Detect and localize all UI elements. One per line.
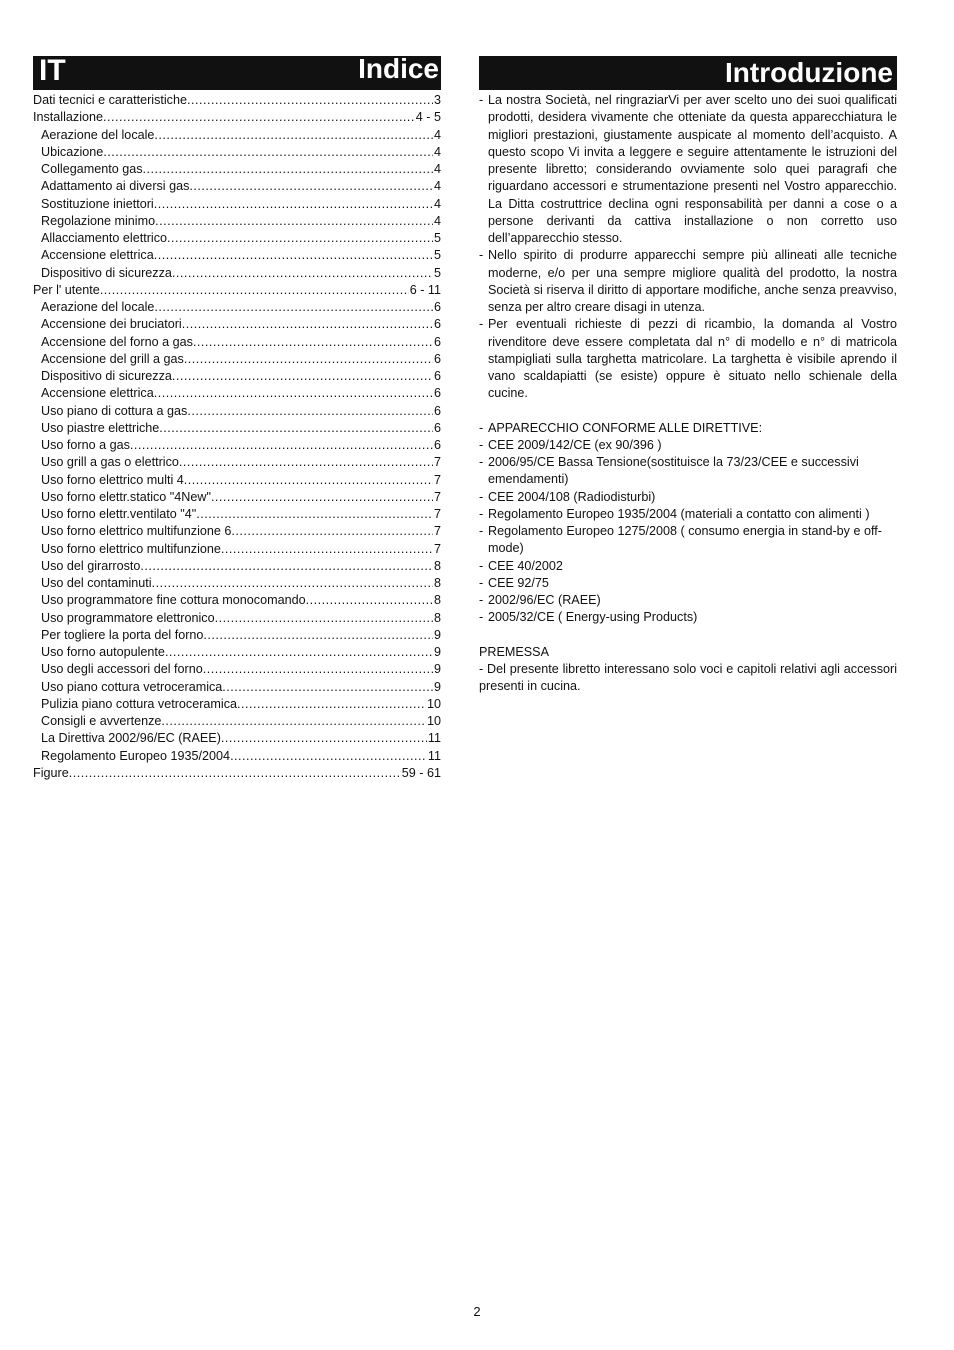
toc-entry xyxy=(33,161,441,178)
toc-entry xyxy=(33,713,441,730)
toc-leader-dots xyxy=(184,472,433,489)
toc-entry-title: Uso piastre elettriche xyxy=(41,420,160,435)
toc-entry xyxy=(33,523,441,540)
directive-item xyxy=(479,454,897,489)
toc-entry-title: Accensione dei bruciatori xyxy=(41,317,182,332)
toc-entry-page: 4 - 5 xyxy=(415,110,441,125)
toc-entry-title: Figure xyxy=(33,765,69,780)
toc-leader-dots xyxy=(193,334,433,351)
toc-entry-page: 6 xyxy=(433,403,441,418)
toc-entry-page: 11 xyxy=(427,748,441,763)
toc-leader-dots xyxy=(140,558,433,575)
toc-entry-page: 7 xyxy=(433,524,441,539)
intro-title: Introduzione xyxy=(725,57,893,88)
toc-entry-page: 9 xyxy=(433,627,441,642)
intro-paragraph-text: Nello spirito di produrre apparecchi sempre più allineati alle tecniche moderne, e/o per una sempre migliore qualità del prodotto, la nostra Società si riserva il diritto di apportare modifiche, anche senza preavviso, senza per altro creare disagi in utenza. xyxy=(488,248,897,314)
introduction-section xyxy=(479,92,897,695)
toc-entry-page: 4 xyxy=(433,144,441,159)
toc-leader-dots xyxy=(154,299,433,316)
toc-entry xyxy=(33,299,441,316)
toc-entry-page: 5 xyxy=(433,265,441,280)
toc-entry-page: 4 xyxy=(433,196,441,211)
toc-entry xyxy=(33,230,441,247)
toc-entry xyxy=(33,730,441,747)
toc-entry-page: 6 xyxy=(433,386,441,401)
bullet-dash: - xyxy=(479,558,484,573)
toc-leader-dots xyxy=(161,713,426,730)
bullet-dash: - xyxy=(479,248,484,263)
toc-leader-dots xyxy=(187,92,433,109)
toc-entry xyxy=(33,575,441,592)
toc-leader-dots xyxy=(187,403,433,420)
bullet-dash: - xyxy=(479,593,484,607)
toc-leader-dots xyxy=(130,437,433,454)
toc-entry-page: 3 xyxy=(433,93,441,107)
toc-leader-dots xyxy=(69,765,401,782)
bullet-dash: - xyxy=(479,420,484,435)
toc-leader-dots xyxy=(172,368,433,385)
toc-entry xyxy=(33,282,441,299)
toc-leader-dots xyxy=(154,385,433,402)
directive-item xyxy=(479,506,897,523)
directive-item xyxy=(479,609,897,626)
toc-leader-dots xyxy=(154,247,433,264)
toc-entry-title: Uso grill a gas o elettrico xyxy=(41,455,179,470)
bullet-dash: - xyxy=(479,455,484,469)
intro-paragraphs xyxy=(479,92,897,403)
toc-leader-dots xyxy=(152,575,433,592)
toc-leader-dots xyxy=(215,610,433,627)
toc-leader-dots xyxy=(154,127,433,144)
directive-item xyxy=(479,489,897,506)
toc-entry-title: Uso degli accessori del forno xyxy=(41,662,203,677)
toc-entry-page: 6 xyxy=(433,334,441,349)
premessa-title: PREMESSA xyxy=(479,644,549,659)
toc-entry-page: 10 xyxy=(426,714,441,728)
toc-entry-page: 8 xyxy=(433,558,441,573)
toc-leader-dots xyxy=(221,730,427,747)
toc-leader-dots xyxy=(306,592,433,609)
toc-entry-page: 6 xyxy=(433,369,441,383)
toc-entry xyxy=(33,420,441,437)
toc-leader-dots xyxy=(179,454,433,471)
premessa-block xyxy=(479,644,897,696)
toc-leader-dots xyxy=(159,420,433,437)
bullet-dash: - xyxy=(479,437,484,452)
toc-entry-page: 9 xyxy=(433,662,441,677)
toc-entry-page: 5 xyxy=(433,231,441,245)
toc-entry-page: 4 xyxy=(433,179,441,194)
toc-entry-title: Uso forno elettrico multi 4 xyxy=(41,472,184,487)
toc-entry-title: Per togliere la porta del forno xyxy=(41,627,204,642)
index-header-bar xyxy=(33,53,441,90)
toc-entry xyxy=(33,316,441,333)
toc-entry xyxy=(33,541,441,558)
toc-leader-dots xyxy=(167,230,433,247)
toc-entry xyxy=(33,661,441,678)
toc-entry-title: Uso piano cottura vetroceramica xyxy=(41,679,223,694)
toc-entry-title: Uso piano di cottura a gas xyxy=(41,403,188,418)
toc-entry-title: Uso forno elettrico multifunzione 6 xyxy=(41,524,232,539)
toc-leader-dots xyxy=(237,696,426,713)
toc-entry-title: Accensione del forno a gas xyxy=(41,334,193,349)
directive-text: 2006/95/CE Bassa Tensione(sostituisce la 73/23/CEE e successivi emendamenti) xyxy=(488,455,859,487)
directive-text: CEE 92/75 xyxy=(488,575,549,590)
intro-paragraph xyxy=(479,92,897,247)
toc-entry-title: Uso forno autopulente xyxy=(41,645,165,659)
toc-entry xyxy=(33,748,441,765)
toc-entry xyxy=(33,696,441,713)
toc-entry-title: Accensione elettrica xyxy=(41,248,154,263)
toc-entry xyxy=(33,592,441,609)
toc-leader-dots xyxy=(231,523,433,540)
toc-entry-page: 5 xyxy=(433,248,441,263)
toc-entry-page: 8 xyxy=(433,593,441,608)
toc-entry xyxy=(33,247,441,264)
bullet-dash: - xyxy=(479,317,484,332)
toc-entry-page: 4 xyxy=(433,127,441,142)
toc-entry-title: Uso forno elettrico multifunzione xyxy=(41,541,221,556)
toc-entry-title: Uso forno elettr.ventilato "4" xyxy=(41,507,197,521)
directives-list xyxy=(479,420,897,627)
toc-entry xyxy=(33,213,441,230)
toc-leader-dots xyxy=(143,161,433,178)
directive-item xyxy=(479,575,897,592)
page-number: 2 xyxy=(473,1304,481,1319)
toc-entry-page: 6 xyxy=(433,438,441,452)
directive-item xyxy=(479,523,897,558)
toc-entry xyxy=(33,403,441,420)
bullet-dash: - xyxy=(479,575,484,590)
toc-entry-title: Uso programmatore fine cottura monocomando xyxy=(41,593,306,608)
toc-entry-page: 6 - 11 xyxy=(409,282,441,297)
toc-entry-title: Sostituzione iniettori xyxy=(41,196,154,211)
toc-leader-dots xyxy=(184,351,433,368)
directive-text: CEE 2004/108 (Radiodisturbi) xyxy=(488,489,656,504)
toc-entry-title: Dati tecnici e caratteristiche xyxy=(33,93,187,107)
directive-item xyxy=(479,592,897,609)
toc-entry-page: 7 xyxy=(433,455,441,470)
language-code: IT xyxy=(39,54,66,87)
toc-entry-title: La Direttiva 2002/96/EC (RAEE) xyxy=(41,731,221,746)
toc-entry-page: 10 xyxy=(426,696,441,711)
toc-entry-title: Regolazione minimo xyxy=(41,213,156,228)
toc-entry xyxy=(33,558,441,575)
intro-header-bar xyxy=(479,56,897,90)
toc-entry-title: Regolamento Europeo 1935/2004 xyxy=(41,748,231,763)
directive-item xyxy=(479,420,897,437)
toc-entry-title: Per l' utente xyxy=(33,282,100,297)
toc-leader-dots xyxy=(155,213,433,230)
toc-entry xyxy=(33,127,441,144)
toc-entry xyxy=(33,679,441,696)
toc-leader-dots xyxy=(182,316,433,333)
toc-entry-title: Accensione elettrica xyxy=(41,386,154,401)
toc-entry-title: Pulizia piano cottura vetroceramica xyxy=(41,696,237,711)
toc-entry-title: Aerazione del locale xyxy=(41,127,155,142)
toc-entry-page: 9 xyxy=(433,645,441,659)
toc-entry xyxy=(33,472,441,489)
toc-entry-page: 59 - 61 xyxy=(401,765,441,780)
toc-entry-title: Consigli e avvertenze xyxy=(41,714,162,728)
toc-entry-title: Uso del girarrosto xyxy=(41,558,141,573)
intro-paragraph-text: Per eventuali richieste di pezzi di ricambio, la domanda al Vostro rivenditore deve essere completata dal n° di modello e n° di matricola stampigliati sulla targhetta matricolare. La targhetta è visibile aprendo il vano scaldapiatti (se esiste) oppure è situato nello schienale della cucine. xyxy=(488,317,897,401)
bullet-dash: - xyxy=(479,524,484,538)
toc-leader-dots xyxy=(100,282,409,299)
toc-entry-title: Aerazione del locale xyxy=(41,300,155,314)
directive-text: CEE 2009/142/CE (ex 90/396 ) xyxy=(488,437,662,452)
bullet-dash: - xyxy=(479,610,484,625)
directive-item xyxy=(479,437,897,454)
toc-entry-page: 8 xyxy=(433,610,441,625)
toc-entry xyxy=(33,196,441,213)
toc-entry xyxy=(33,644,441,661)
toc-leader-dots xyxy=(165,644,433,661)
toc-entry xyxy=(33,265,441,282)
toc-entry-page: 8 xyxy=(433,576,441,590)
toc-entry xyxy=(33,109,441,126)
toc-entry-title: Adattamento ai diversi gas xyxy=(41,179,190,194)
toc-entry xyxy=(33,454,441,471)
toc-leader-dots xyxy=(221,541,433,558)
toc-entry xyxy=(33,627,441,644)
toc-entry xyxy=(33,334,441,351)
index-title: Indice xyxy=(358,53,439,84)
toc-leader-dots xyxy=(222,679,433,696)
toc-entry-page: 6 xyxy=(433,351,441,366)
toc-entry-title: Ubicazione xyxy=(41,144,104,159)
directive-text: 2005/32/CE ( Energy-using Products) xyxy=(488,610,698,625)
toc-entry-page: 7 xyxy=(433,507,441,521)
toc-leader-dots xyxy=(196,506,433,523)
toc-entry xyxy=(33,92,441,109)
toc-entry-title: Uso programmatore elettronico xyxy=(41,610,215,625)
toc-entry-title: Accensione del grill a gas xyxy=(41,351,184,366)
intro-paragraph xyxy=(479,247,897,316)
toc-leader-dots xyxy=(230,748,427,765)
toc-leader-dots xyxy=(154,196,433,213)
toc-entry-title: Uso forno elettr.statico "4New" xyxy=(41,489,211,504)
toc-entry-page: 9 xyxy=(433,679,441,694)
directive-item xyxy=(479,558,897,575)
directive-text: Regolamento Europeo 1935/2004 (materiali a contatto con alimenti ) xyxy=(488,506,870,521)
toc-entry-title: Collegamento gas xyxy=(41,162,143,176)
toc-entry xyxy=(33,351,441,368)
toc-leader-dots xyxy=(211,489,433,506)
toc-leader-dots xyxy=(189,178,433,195)
toc-entry xyxy=(33,144,441,161)
bullet-dash: - xyxy=(479,93,484,107)
toc-leader-dots xyxy=(172,265,433,282)
directive-text: CEE 40/2002 xyxy=(488,558,563,573)
toc-entry xyxy=(33,610,441,627)
toc-entry-page: 6 xyxy=(433,300,441,314)
toc-leader-dots xyxy=(103,144,433,161)
bullet-dash: - xyxy=(479,506,484,521)
toc-leader-dots xyxy=(103,109,415,126)
premessa-text: - Del presente libretto interessano solo voci e capitoli relativi agli accessori presenti in cucina. xyxy=(479,661,897,693)
toc-entry xyxy=(33,437,441,454)
intro-paragraph-text: La nostra Società, nel ringraziarVi per aver scelto uno dei suoi qualificati prodotti, desidera vivamente che otteniate da questa apparecchiatura le migliori prestazioni, giustamente auspicate al momento dell’acquisto. A questo scopo Vi invita a leggere e seguire attentamente le istruzioni del presente libretto; considerando ovviamente solo quei paragrafi che riguardano accessori e strumentazione presenti nel Vostro apparecchio. La Ditta costruttrice declina ogni responsabilità per danni a cose o a persone derivanti da cattiva installazione o non corretto uso dell’apparecchio stesso. xyxy=(488,93,897,245)
toc-entry-page: 4 xyxy=(433,162,441,176)
toc-entry xyxy=(33,489,441,506)
directive-text: APPARECCHIO CONFORME ALLE DIRETTIVE: xyxy=(488,420,763,435)
toc-entry-page: 7 xyxy=(433,472,441,487)
toc-entry-page: 7 xyxy=(433,541,441,556)
intro-paragraph xyxy=(479,316,897,402)
bullet-dash: - xyxy=(479,489,484,504)
toc-entry-page: 6 xyxy=(433,420,441,435)
toc-entry xyxy=(33,385,441,402)
toc-entry-title: Allacciamento elettrico xyxy=(41,231,167,245)
toc-entry xyxy=(33,765,441,782)
toc-entry-title: Installazione xyxy=(33,110,104,125)
toc-entry-title: Dispositivo di sicurezza xyxy=(41,369,172,383)
toc-entry-page: 11 xyxy=(427,731,441,746)
toc-entry xyxy=(33,178,441,195)
toc-entry-page: 6 xyxy=(433,317,441,332)
toc-entry-page: 7 xyxy=(433,489,441,504)
table-of-contents xyxy=(33,92,441,782)
toc-leader-dots xyxy=(203,661,433,678)
toc-entry xyxy=(33,368,441,385)
toc-entry-title: Dispositivo di sicurezza xyxy=(41,265,172,280)
toc-entry-title: Uso forno a gas xyxy=(41,438,130,452)
toc-entry-title: Uso del contaminuti xyxy=(41,576,152,590)
toc-leader-dots xyxy=(203,627,433,644)
directive-text: Regolamento Europeo 1275/2008 ( consumo energia in stand-by e off-mode) xyxy=(488,524,882,556)
directive-text: 2002/96/EC (RAEE) xyxy=(488,593,601,607)
toc-entry xyxy=(33,506,441,523)
toc-entry-page: 4 xyxy=(433,213,441,228)
